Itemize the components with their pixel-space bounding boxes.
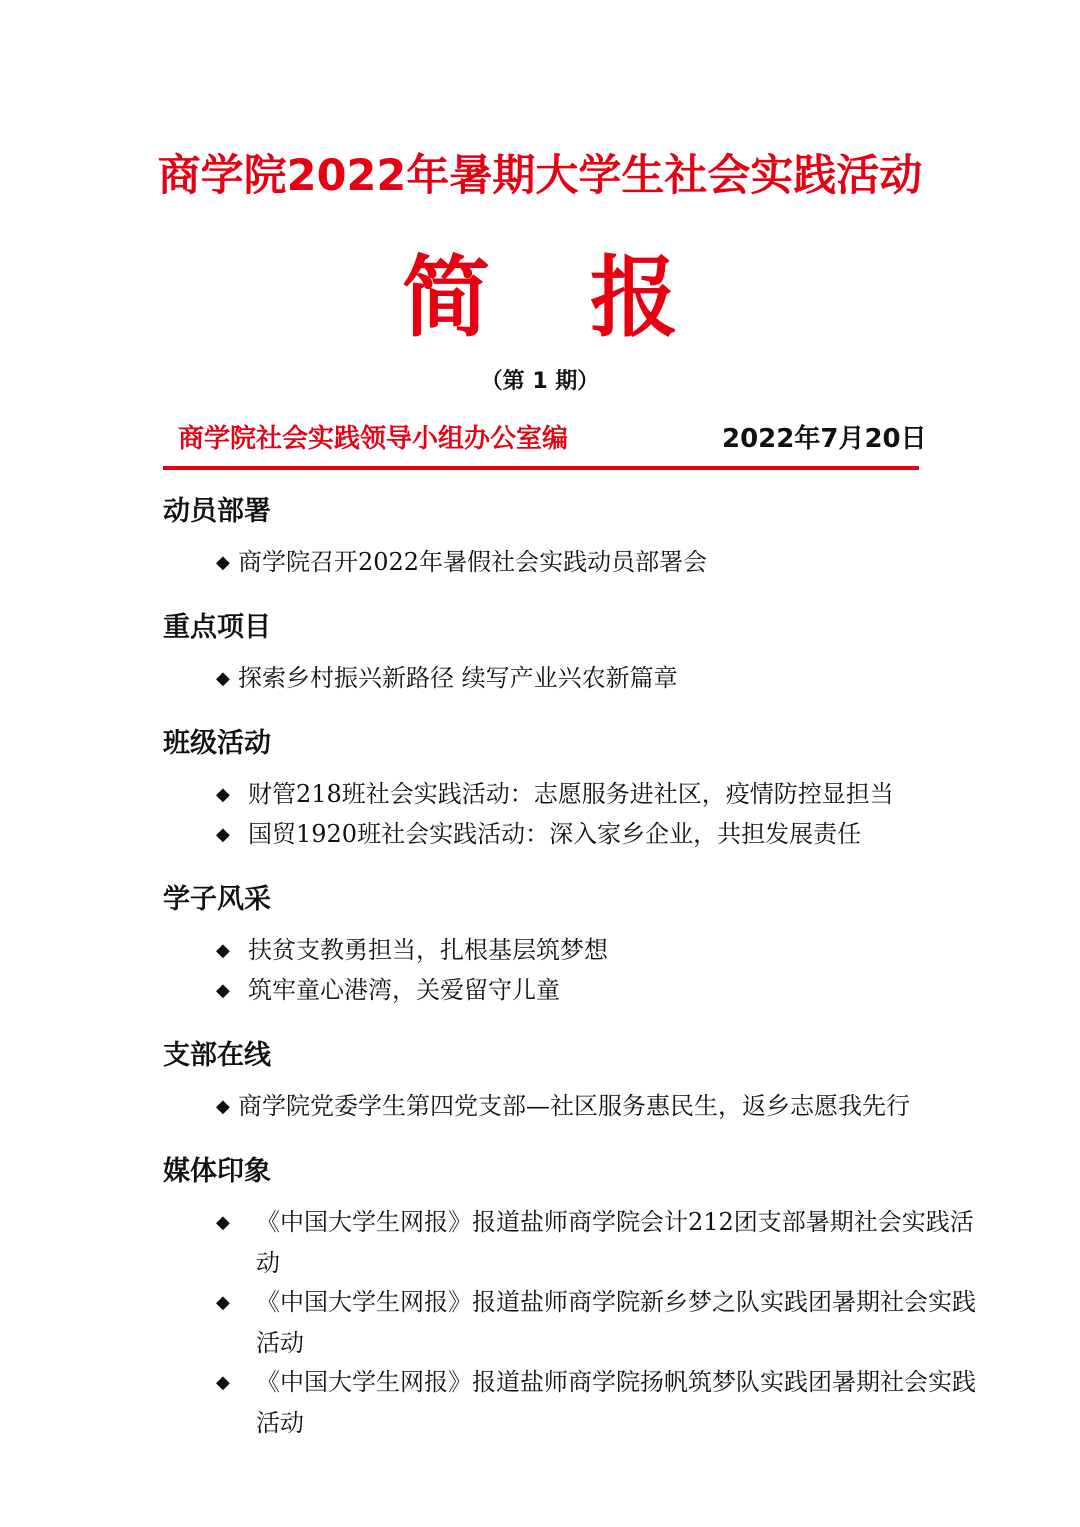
section-heading-branch-online: 支部在线 [163,1040,271,1071]
list-item-text: 探索乡村振兴新路径 续写产业兴农新篇章 [238,664,678,692]
list-item [216,1362,996,1443]
diamond-bullet-icon: ◆ [216,980,230,1001]
list-item [216,814,861,855]
section-heading-student-style: 学子风采 [163,884,271,915]
section-heading-key-projects: 重点项目 [163,612,271,643]
list-item-text: 《中国大学生网报》报道盐师商学院会计212团支部暑期社会实践活动 [256,1208,974,1277]
list-item-text: 《中国大学生网报》报道盐师商学院扬帆筑梦队实践团暑期社会实践活动 [256,1368,976,1437]
diamond-bullet-icon: ◆ [216,940,230,961]
list-item-text: 商学院党委学生第四党支部—社区服务惠民生，返乡志愿我先行 [238,1092,910,1120]
diamond-bullet-icon: ◆ [216,1292,230,1313]
list-item [216,658,678,699]
list-item [216,1086,910,1127]
brief-title-char-1: 简 [401,246,490,349]
header-divider [163,466,919,470]
issue-number: （第 1 期） [480,369,600,394]
section-heading-media-impressions: 媒体印象 [163,1156,271,1187]
section-heading-mobilization: 动员部署 [163,496,271,527]
list-item [216,1282,996,1363]
brief-title [0,248,1080,348]
list-item [216,1202,996,1283]
list-item [216,970,560,1011]
main-title: 商学院2022年暑期大学生社会实践活动 [157,151,923,201]
editor-line: 商学院社会实践领导小组办公室编 [178,424,569,454]
list-item-text: 财管218班社会实践活动：志愿服务进社区，疫情防控显担当 [248,780,894,808]
list-item-text: 扶贫支教勇担当，扎根基层筑梦想 [248,936,608,964]
list-item-text: 国贸1920班社会实践活动：深入家乡企业，共担发展责任 [248,820,862,848]
diamond-bullet-icon: ◆ [216,1212,230,1233]
diamond-bullet-icon: ◆ [216,668,230,689]
diamond-bullet-icon: ◆ [216,552,230,573]
publish-date: 2022年7月20日 [722,424,927,454]
list-item-text: 筑牢童心港湾，关爱留守儿童 [248,976,560,1004]
diamond-bullet-icon: ◆ [216,824,230,845]
section-heading-class-activities: 班级活动 [163,728,271,759]
list-item [216,930,608,971]
list-item-text: 《中国大学生网报》报道盐师商学院新乡梦之队实践团暑期社会实践活动 [256,1288,976,1357]
diamond-bullet-icon: ◆ [216,1372,230,1393]
brief-title-char-2: 报 [590,246,679,349]
list-item [216,774,894,815]
list-item-text: 商学院召开2022年暑假社会实践动员部署会 [238,548,708,576]
diamond-bullet-icon: ◆ [216,784,230,805]
list-item [216,542,707,583]
diamond-bullet-icon: ◆ [216,1096,230,1117]
